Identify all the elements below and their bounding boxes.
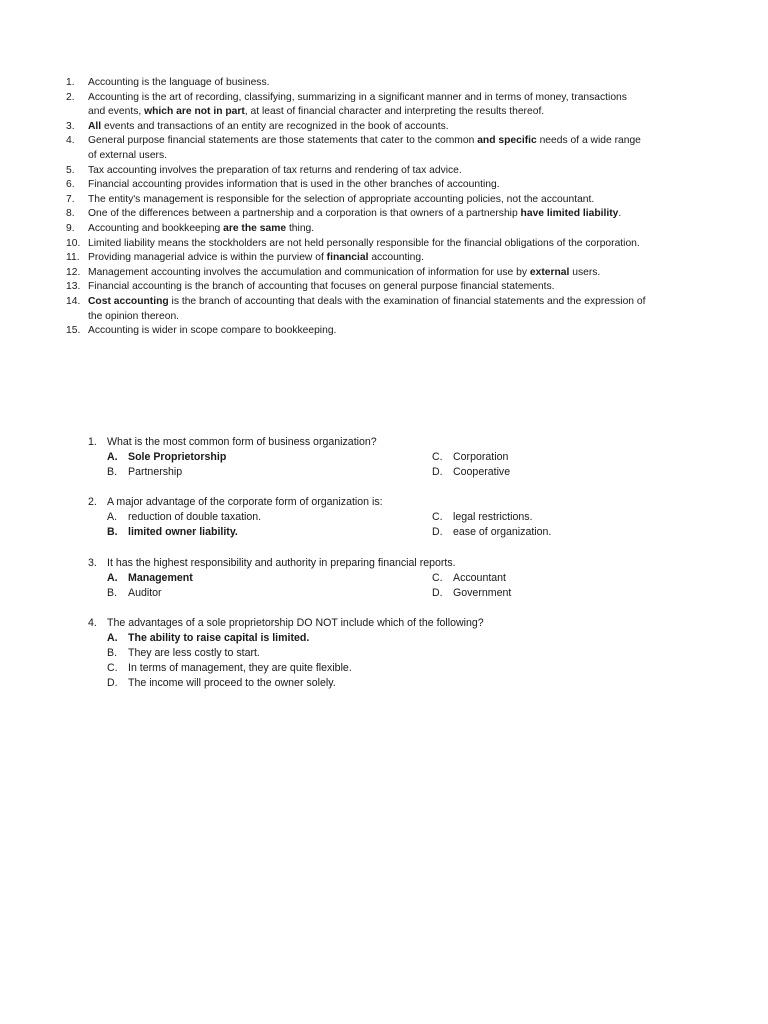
text-segment: thing. [286,222,315,234]
statement-item [66,251,646,266]
option-row [107,450,588,465]
option-text: Auditor [128,587,162,599]
option-letter: C. [432,511,443,523]
question-row [88,616,588,631]
question-row [88,435,588,450]
option-text: The ability to raise capital is limited. [128,632,310,644]
option-letter: A. [107,632,118,644]
question-number: 3. [88,557,97,569]
answer-option [107,646,588,661]
emphasized-text: financial [326,252,369,264]
emphasized-text: All [88,120,102,132]
statement-item [66,164,646,179]
text-segment: accounting. [368,252,424,264]
question-block [88,495,588,540]
option-text: They are less costly to start. [128,647,260,659]
text-segment: Accounting and bookkeeping [88,222,224,234]
statement-item [66,193,646,208]
text-segment: Accounting is the language of business. [88,77,270,88]
statement-item [66,178,646,193]
statement-text [88,295,646,324]
option-text: In terms of management, they are quite flexible. [128,662,352,674]
answer-options [107,571,588,601]
statement-item [66,207,646,222]
statement-number: 11. [66,252,80,264]
statement-item [66,280,646,295]
option-letter: C. [432,451,443,463]
statement-number: 4. [66,135,75,147]
option-letter: A. [107,451,118,463]
option-letter: D. [432,587,443,599]
text-segment: needs of a wide range of external users. [88,135,641,161]
statement-text [88,237,646,252]
option-letter: A. [107,511,118,523]
statement-number: 8. [66,208,75,220]
question-block [88,616,588,691]
emphasized-text: which are not in part [144,106,245,118]
question-row [88,556,588,571]
answer-option [432,586,511,601]
answer-options [107,631,588,691]
option-letter: D. [432,526,443,538]
text-segment: events and transactions of an entity are recognized in the book of accounts. [101,120,449,132]
text-segment: General purpose financial statements are those statements that cater to the common [88,135,478,147]
statement-item [66,120,646,135]
answer-option [107,510,432,525]
answer-option [432,450,508,465]
option-row [107,571,588,586]
statement-text [88,251,646,266]
option-letter: D. [107,677,118,689]
statement-item [66,237,646,252]
text-segment: Limited liability means the stockholders are not held personally responsible for the financial obligations of the corporation. [88,237,640,249]
question-text: What is the most common form of business organization? [107,436,377,448]
option-text: ease of organization. [453,526,552,538]
text-segment: . [618,208,622,220]
option-letter: B. [107,587,118,599]
statement-item [66,295,646,324]
statement-number: 12. [66,266,81,278]
true-false-list [66,76,646,339]
emphasized-text: and specific [477,135,537,147]
answer-option [432,571,506,586]
statement-text [88,134,646,163]
correct-answer-option [107,631,588,646]
question-block [88,435,588,480]
option-text: Management [128,572,193,584]
option-text: Corporation [453,451,509,463]
text-segment: users. [569,266,601,278]
statement-item [66,324,646,339]
question-number: 2. [88,496,97,508]
statement-number: 15. [66,325,81,337]
statement-text [88,222,646,237]
statement-number: 13. [66,281,81,293]
statement-text [88,91,646,120]
emphasized-text: have limited liability [520,208,619,220]
statement-number: 6. [66,179,75,191]
statement-text [88,178,646,193]
statement-number: 5. [66,164,75,176]
option-letter: A. [107,572,118,584]
statement-item [66,134,646,163]
question-row [88,495,588,510]
answer-options [107,450,588,480]
emphasized-text: Cost accounting [88,295,169,307]
option-letter: B. [107,526,118,538]
statement-item [66,76,646,91]
answer-option [107,661,588,676]
statement-item [66,91,646,120]
option-row [107,465,588,480]
text-segment: Financial accounting is the branch of accounting that focuses on general purpose financial statements. [88,281,555,293]
statement-number: 3. [66,120,75,132]
answer-option [432,510,532,525]
statement-text [88,207,646,222]
option-text: Sole Proprietorship [128,451,227,463]
option-text: The income will proceed to the owner solely. [128,677,336,689]
option-letter: B. [107,647,118,659]
text-segment: The entity's management is responsible for the selection of appropriate accounting policies, not the accountant. [88,193,595,205]
emphasized-text: external [529,266,570,278]
question-block [88,556,588,601]
option-text: reduction of double taxation. [128,511,262,523]
question-text: A major advantage of the corporate form of organization is: [107,496,383,508]
text-segment: is the branch of accounting that deals with the examination of financial statements and the expression of the opinion thereon. [88,295,646,322]
answer-option [107,586,432,601]
question-text: It has the highest responsibility and authority in preparing financial reports. [107,557,456,569]
statement-text [88,193,646,208]
option-letter: B. [107,466,118,478]
option-letter: C. [432,572,443,584]
option-text: Partnership [128,466,183,478]
statement-text [88,266,646,281]
statement-text [88,280,646,295]
question-number: 1. [88,436,97,448]
option-row [107,510,588,525]
option-text: limited owner liability. [128,526,238,538]
statement-text [88,324,646,339]
answer-option [432,465,510,480]
statement-number: 10. [66,237,81,249]
text-segment: Accounting is wider in scope compare to bookkeeping. [88,325,337,337]
option-row [107,586,588,601]
answer-option [107,465,432,480]
statement-text [88,164,646,179]
option-text: Cooperative [453,466,511,478]
statement-text [88,76,646,91]
statement-item [66,266,646,281]
statement-number: 14. [66,295,81,307]
text-segment: Accounting is the art of recording, classifying, summarizing in a significant manner and in terms of money, transactions and events, [88,91,627,118]
answer-options [107,510,588,540]
text-segment: Management accounting involves the accumulation and communication of information for use by [88,266,530,278]
statement-number: 1. [66,77,75,88]
statement-number: 9. [66,222,75,234]
question-text: The advantages of a sole proprietorship DO NOT include which of the following? [107,617,484,629]
option-text: Government [453,587,512,599]
option-row [107,525,588,540]
option-letter: C. [107,662,118,674]
answer-option [432,525,551,540]
correct-answer-option [107,450,432,465]
statement-number: 7. [66,193,75,205]
statement-number: 2. [66,91,75,103]
option-text: legal restrictions. [453,511,533,523]
text-segment: Tax accounting involves the preparation of tax returns and rendering of tax advice. [88,164,462,176]
answer-option [107,676,588,691]
text-segment: , at least of financial character and interpreting the results thereof. [244,106,545,118]
question-number: 4. [88,617,97,629]
text-segment: One of the differences between a partnership and a corporation is that owners of a partnership [88,208,521,220]
correct-answer-option [107,525,432,540]
option-letter: D. [432,466,443,478]
text-segment: Financial accounting provides information that is used in the other branches of accounting. [88,179,500,191]
statement-item [66,222,646,237]
emphasized-text: are the same [223,222,287,234]
statement-text [88,120,646,135]
option-text: Accountant [453,572,507,584]
text-segment: Providing managerial advice is within the purview of [88,252,327,264]
correct-answer-option [107,571,432,586]
